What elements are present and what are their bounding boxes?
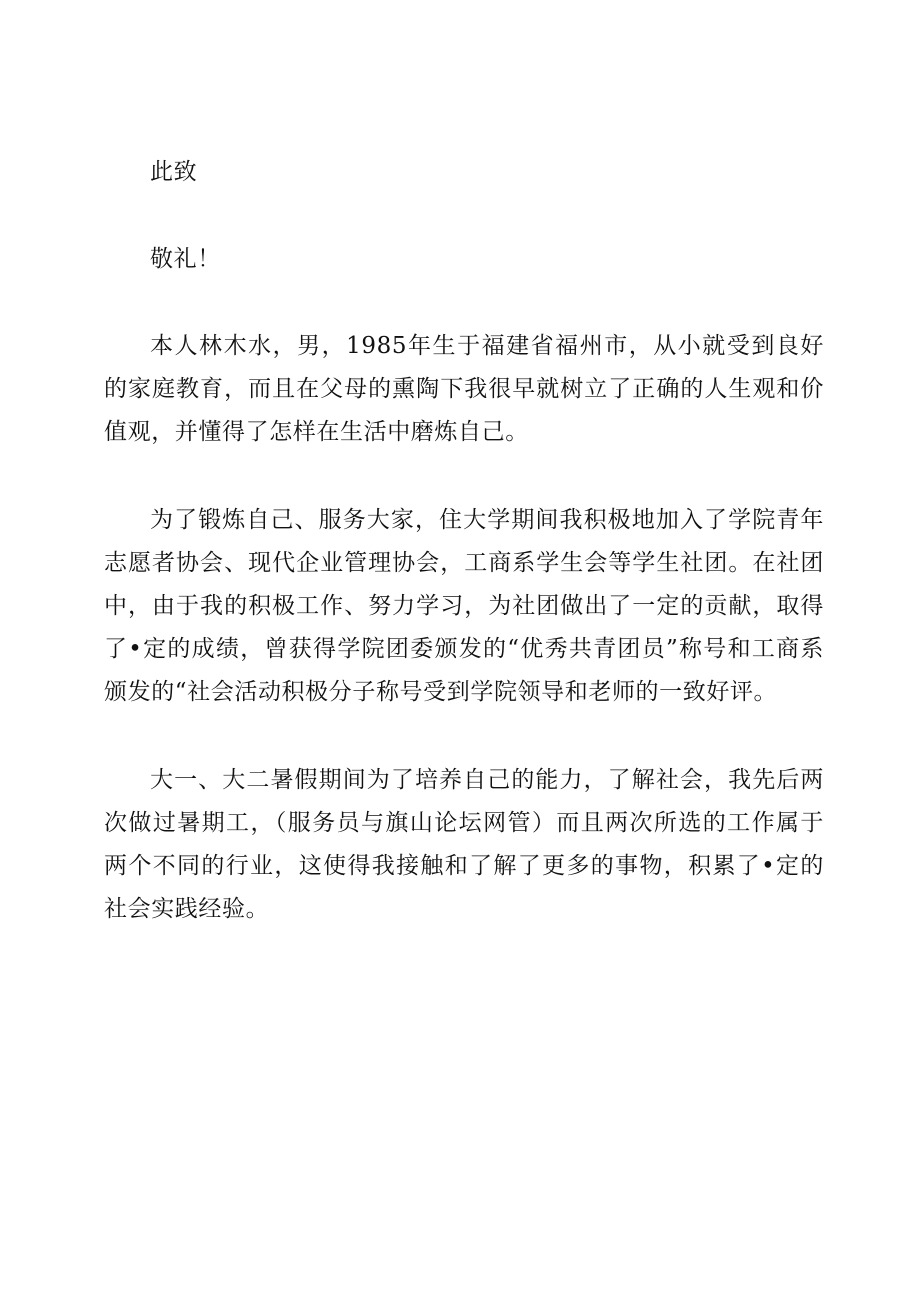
paragraph-background: 本人林木水，男，1985年生于福建省福州市，从小就受到良好的家庭教育，而且在父母的熏陶下我很早就树立了正确的人生观和价值观，并懂得了怎样在生活中磨炼自己。: [104, 333, 824, 445]
closing-line-1: 此致: [150, 159, 198, 185]
document-body: [104, 151, 824, 976]
closing-line-2: 敬礼！: [150, 246, 221, 272]
paragraph-summer-work: 大一、大二暑假期间为了培养自己的能力，了解社会，我先后两次做过暑期工，（服务员与旗山论坛网管）而且两次所选的工作属于两个不同的行业，这使得我接触和了解了更多的事物，积累了•定的社会实践经验。: [104, 767, 824, 922]
paragraph-university: 为了锻炼自己、服务大家，住大学期间我积极地加入了学院青年志愿者协会、现代企业管理协会，工商系学生会等学生社团。在社团中，由于我的积极工作、努力学习，为社团做出了一定的贡献，取得了•定的成绩，曾获得学院团委颁发的“优秀共青团员”称号和工商系颁发的“社会活动积极分子称号受到学院领导和老师的一致好评。: [104, 507, 824, 705]
